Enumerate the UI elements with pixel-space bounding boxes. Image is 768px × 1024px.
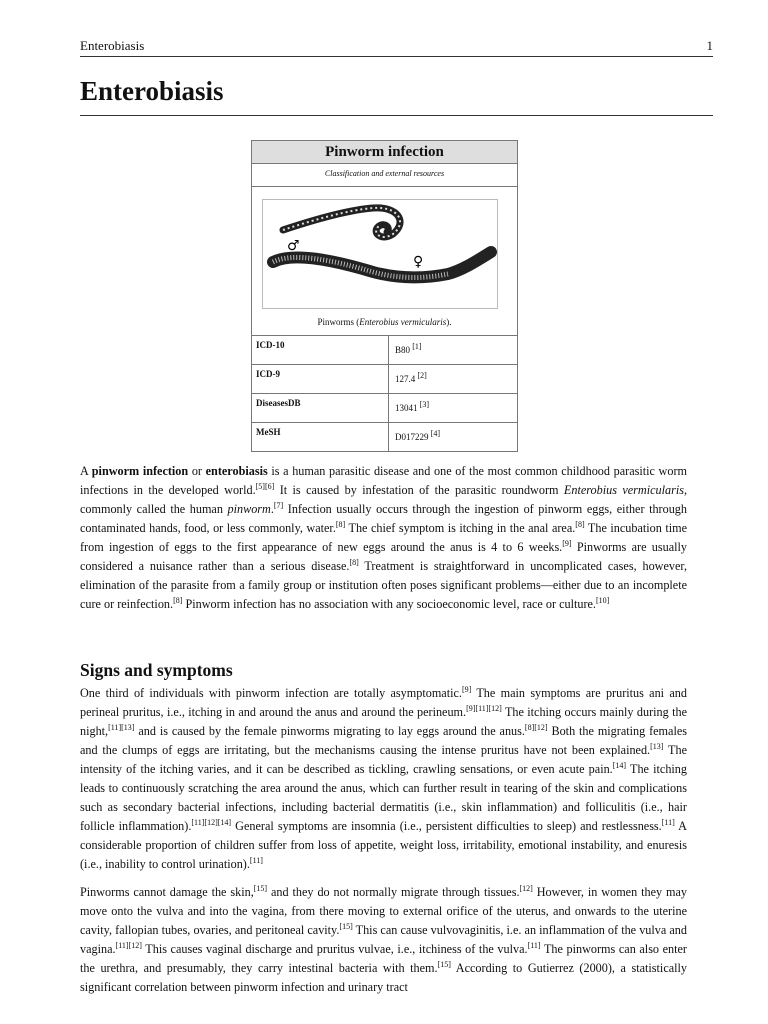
text-run: According to Gutierrez (2000), a statistically significant correlation between pinworm infection and urinary tract [80, 961, 688, 994]
infobox-value[interactable]: B80 [1] [395, 342, 422, 355]
section-heading-signs-and-symptoms: Signs and symptoms [80, 660, 233, 680]
infobox-key: MeSH [252, 423, 389, 451]
text-run: . [270, 502, 274, 516]
citation-ref[interactable]: [8][12] [524, 722, 548, 732]
italic-term: pinworm [227, 502, 271, 516]
text-run: The intensity of the itching varies, and it can be described as tickling, crawling sensations, or even acute pain. [80, 743, 687, 776]
citation-ref[interactable]: [8] [335, 519, 346, 529]
bold-term: enterobiasis [205, 464, 268, 478]
text-run: , commonly called the human [80, 483, 687, 516]
citation-ref[interactable]: [8] [575, 519, 585, 529]
italic-term: Enterobius vermicularis [563, 483, 684, 497]
text-run: Infection usually occurs through the ingestion of pinworm eggs, either through contaminated hands, food, or less commonly, water. [80, 502, 687, 535]
citation-ref[interactable]: [13] [650, 741, 664, 751]
infobox-value[interactable]: D017229 [4] [395, 429, 441, 442]
text-run: Treatment is straightforward in uncomplicated cases, however, elimination of the parasite from a family group or institution often poses significant problems—either due to an incomplete cure or reinfection. [80, 559, 687, 611]
text-run: or [188, 464, 206, 478]
female-symbol: ♀ [413, 254, 424, 270]
citation-ref[interactable]: [14] [612, 760, 627, 770]
caption-post: ). [446, 317, 452, 327]
citation-ref[interactable]: [8] [349, 557, 359, 567]
citation-ref[interactable]: [15] [253, 883, 268, 893]
ref-link[interactable]: [3] [419, 400, 430, 409]
text-run: One third of individuals with pinworm infection are totally asymptomatic. [80, 686, 462, 700]
citation-ref[interactable]: [15] [437, 959, 451, 969]
citation-ref[interactable]: [10] [595, 595, 610, 605]
text-run: The pinworms can also enter the urethra, and presumably, they carry intestinal bacteria with them. [80, 942, 687, 975]
text-run: and they do not normally migrate through tissues. [267, 885, 520, 899]
infobox-value[interactable]: 127.4 [2] [395, 371, 427, 384]
infobox-row-icd10 [252, 336, 517, 365]
citation-ref[interactable]: [11][12] [115, 940, 142, 950]
male-symbol: ♂ [287, 238, 300, 254]
pinworm-illustration [262, 199, 498, 309]
ref-link[interactable]: [4] [430, 429, 441, 438]
citation-ref[interactable]: [11][12][14] [191, 817, 232, 827]
infobox-row-mesh [252, 423, 517, 451]
citation-ref[interactable]: [9][11][12] [466, 703, 502, 713]
text-run: Pinworm infection has no association with any socioeconomic level, race or culture. [182, 597, 596, 611]
image-caption [252, 317, 517, 327]
bold-term: pinworm infection [91, 464, 189, 478]
citation-ref[interactable]: [5][6] [255, 481, 275, 491]
running-header-title: Enterobiasis [80, 38, 145, 53]
intro-paragraph [80, 462, 687, 614]
text-run: However, in women they may move onto the vulva and into the vagina, from there moving to external orifice of the uterus, and onwards to the uterine cavity, fallopian tubes, ovaries, and peritoneal cavity. [80, 885, 687, 937]
caption-species: Enterobius vermicularis [359, 317, 447, 327]
citation-ref[interactable]: [15] [339, 921, 353, 931]
citation-ref[interactable]: [11] [661, 817, 675, 827]
text-run: This can cause vulvovaginitis, i.e. an inflammation of the vulva and vagina. [80, 923, 687, 956]
text-run: Pinworms are usually considered a nuisance rather than a serious disease. [80, 540, 687, 573]
pinworm-drawing [263, 200, 497, 308]
infobox-key: ICD-9 [252, 365, 389, 393]
text-run: The itching leads to continuously scratching the area around the anus, which can further result in tearing of the skin and complications such as secondary bacterial infections, including bacterial dermatitis (i.e., skin inflammation) and folliculitis (i.e., hair follicle inflammation). [80, 762, 687, 833]
text-run: and is caused by the female pinworms migrating to lay eggs around the anus. [134, 724, 525, 738]
citation-ref[interactable]: [11] [249, 855, 263, 865]
infobox-image-cell [252, 187, 517, 336]
ref-link[interactable]: [1] [412, 342, 422, 351]
text-run: Both the migrating females and the clumps of eggs are irritating, but the mechanisms causing the intense pruritus have not been explained. [80, 724, 687, 757]
ref-link[interactable]: [2] [417, 371, 427, 380]
symptoms-paragraph-1 [80, 684, 687, 874]
text-run: The itching occurs mainly during the night, [80, 705, 687, 738]
citation-ref[interactable]: [9] [562, 538, 572, 548]
infobox-row-icd9 [252, 365, 517, 394]
citation-ref[interactable]: [7] [273, 500, 284, 510]
citation-ref[interactable]: [8] [173, 595, 183, 605]
running-header [80, 36, 713, 57]
text-run: is a human parasitic disease and one of the most common childhood parasitic worm infections in the developed world. [80, 464, 687, 497]
page-title: Enterobiasis [80, 76, 713, 116]
symptoms-paragraph-2 [80, 883, 687, 997]
infobox-subtitle: Classification and external resources [252, 164, 517, 187]
text-run: This causes vaginal discharge and pruritus vulvae, i.e., itchiness of the vulva. [141, 942, 528, 956]
infobox-key: DiseasesDB [252, 394, 389, 422]
citation-ref[interactable]: [11][13] [108, 722, 135, 732]
page-number: 1 [706, 38, 713, 53]
caption-pre: Pinworms ( [317, 317, 360, 327]
citation-ref[interactable]: [9] [461, 684, 472, 694]
text-run: General symptoms are insomnia (i.e., persistent difficulties to sleep) and restlessness. [231, 819, 662, 833]
infobox-title: Pinworm infection [252, 141, 517, 164]
citation-ref[interactable]: [12] [519, 883, 533, 893]
infobox [251, 140, 518, 452]
text-run: The main symptoms are pruritus ani and perineal pruritus, i.e., itching in and around the anus and around the perineum. [80, 686, 687, 719]
text-run: Pinworms cannot damage the skin, [80, 885, 254, 899]
infobox-row-diseasesdb [252, 394, 517, 423]
text-run: A [80, 464, 92, 478]
infobox-key: ICD-10 [252, 336, 389, 364]
text-run: The incubation time from ingestion of eggs to the first appearance of new eggs around the anus is 4 to 6 weeks. [80, 521, 687, 554]
infobox-value[interactable]: 13041 [3] [395, 400, 430, 413]
text-run: It is caused by infestation of the parasitic roundworm [274, 483, 564, 497]
text-run: The chief symptom is itching in the anal area. [345, 521, 576, 535]
text-run: A considerable proportion of children suffer from loss of appetite, weight loss, irritability, emotional instability, and enuresis (i.e., inability to control urination). [80, 819, 687, 871]
citation-ref[interactable]: [11] [527, 940, 541, 950]
